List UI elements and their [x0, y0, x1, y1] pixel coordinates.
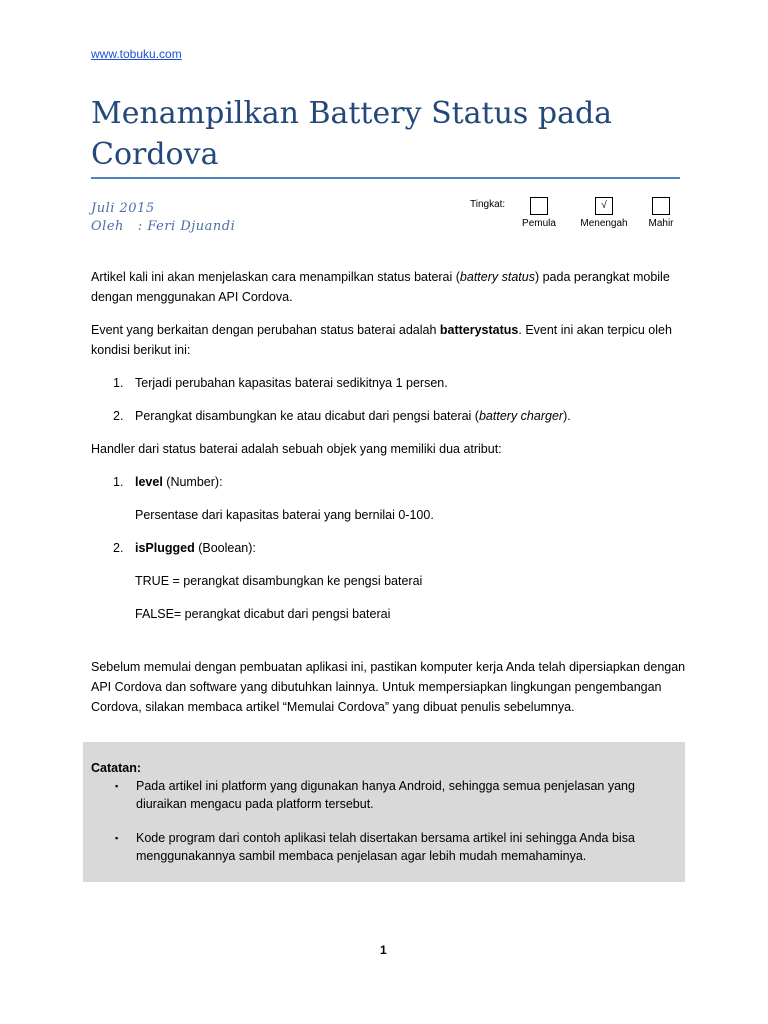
article-date: Juli 2015: [91, 201, 155, 216]
list-item: [91, 538, 689, 624]
level-label-pemula: Pemula: [522, 218, 556, 229]
attribute-list: [91, 472, 689, 624]
event-text-after: . Event ini akan terpicu oleh kondisi berikut ini:: [91, 323, 672, 357]
list-number: 1.: [113, 376, 124, 390]
event-name: batterystatus: [439, 323, 519, 337]
list-number: 2.: [113, 541, 124, 555]
level-option-pemula: [509, 197, 569, 229]
attribute-name: isPlugged: [135, 541, 195, 555]
document-title: Menampilkan Battery Status pada Cordova: [91, 96, 613, 172]
note-item: [91, 777, 677, 813]
author-name: Feri Djuandi: [147, 219, 236, 234]
level-checkbox-pemula: [530, 197, 548, 215]
list-text-before: Perangkat disambungkan ke atau dicabut dari pengsi baterai (: [135, 409, 479, 423]
attribute-desc-line: Persentase dari kapasitas baterai yang bernilai 0-100.: [135, 508, 434, 522]
list-number: 1.: [113, 475, 124, 489]
level-checkbox-mahir: [652, 197, 670, 215]
note-box: [83, 742, 685, 882]
list-item: [91, 406, 689, 426]
condition-list: [91, 373, 689, 426]
handler-paragraph: Handler dari status baterai adalah sebuah objek yang memiliki dua atribut:: [91, 442, 502, 456]
note-title: Catatan:: [91, 761, 142, 775]
intro-emphasis: battery status: [459, 270, 535, 284]
level-label-menengah: Menengah: [580, 218, 628, 229]
spacer: [91, 637, 689, 657]
list-item: [91, 472, 689, 525]
attribute-name: level: [135, 475, 163, 489]
event-text-before: Event yang berkaitan dengan perubahan status baterai adalah: [91, 323, 440, 337]
note-item-text: Pada artikel ini platform yang digunakan hanya Android, sehingga semua penjelasan yang diuraikan mengacu pada platform tersebut.: [136, 779, 635, 811]
square-bullet-icon: ▪: [115, 833, 119, 843]
site-link[interactable]: www.tobuku.com: [91, 47, 182, 61]
attribute-desc-line: TRUE = perangkat disambungkan ke pengsi baterai: [135, 574, 423, 588]
note-list: [91, 777, 677, 865]
intro-paragraph: [91, 267, 689, 307]
event-paragraph: [91, 320, 689, 360]
page-number: 1: [380, 943, 387, 957]
level-label: Tingkat:: [470, 199, 506, 210]
intro-text-after: ) pada perangkat mobile dengan menggunakan API Cordova.: [91, 270, 670, 304]
author-separator: :: [123, 219, 143, 234]
attribute-type: (Number):: [162, 475, 223, 489]
attribute-description: [135, 571, 689, 624]
article-meta: [91, 200, 235, 236]
title-divider: [91, 177, 680, 179]
note-item: [91, 829, 677, 865]
author-label: Oleh: [91, 219, 124, 234]
note-item-text: Kode program dari contoh aplikasi telah disertakan bersama artikel ini sehingga Anda bisa menggunakannya sambil membaca penjelasan agar lebih mudah memahaminya.: [136, 831, 635, 863]
prerequisite-paragraph: Sebelum memulai dengan pembuatan aplikasi ini, pastikan komputer kerja Anda telah dipersiapkan dengan API Cordova dan software yang dibutuhkan lainnya. Untuk mempersiapkan lingkungan pengembangan Cordova, silakan membaca artikel “Memulai Cordova” yang dibuat penulis sebelumnya.: [91, 660, 686, 714]
level-label-mahir: Mahir: [648, 218, 674, 229]
list-item: [91, 373, 689, 393]
article-body: [91, 267, 689, 730]
article-author: [91, 218, 235, 236]
list-number: 2.: [113, 409, 124, 423]
level-option-mahir: [631, 197, 691, 229]
level-checkbox-menengah: √: [595, 197, 613, 215]
list-text-after: ).: [563, 409, 571, 423]
attribute-desc-line: FALSE= perangkat dicabut dari pengsi baterai: [135, 607, 391, 621]
attribute-description: [135, 505, 689, 525]
intro-text-before: Artikel kali ini akan menjelaskan cara menampilkan status baterai (: [91, 270, 460, 284]
list-emphasis: battery charger: [478, 409, 564, 423]
level-option-menengah: [574, 197, 634, 229]
square-bullet-icon: ▪: [115, 781, 119, 791]
list-text: Terjadi perubahan kapasitas baterai sedikitnya 1 persen.: [135, 376, 448, 390]
attribute-type: (Boolean):: [194, 541, 256, 555]
